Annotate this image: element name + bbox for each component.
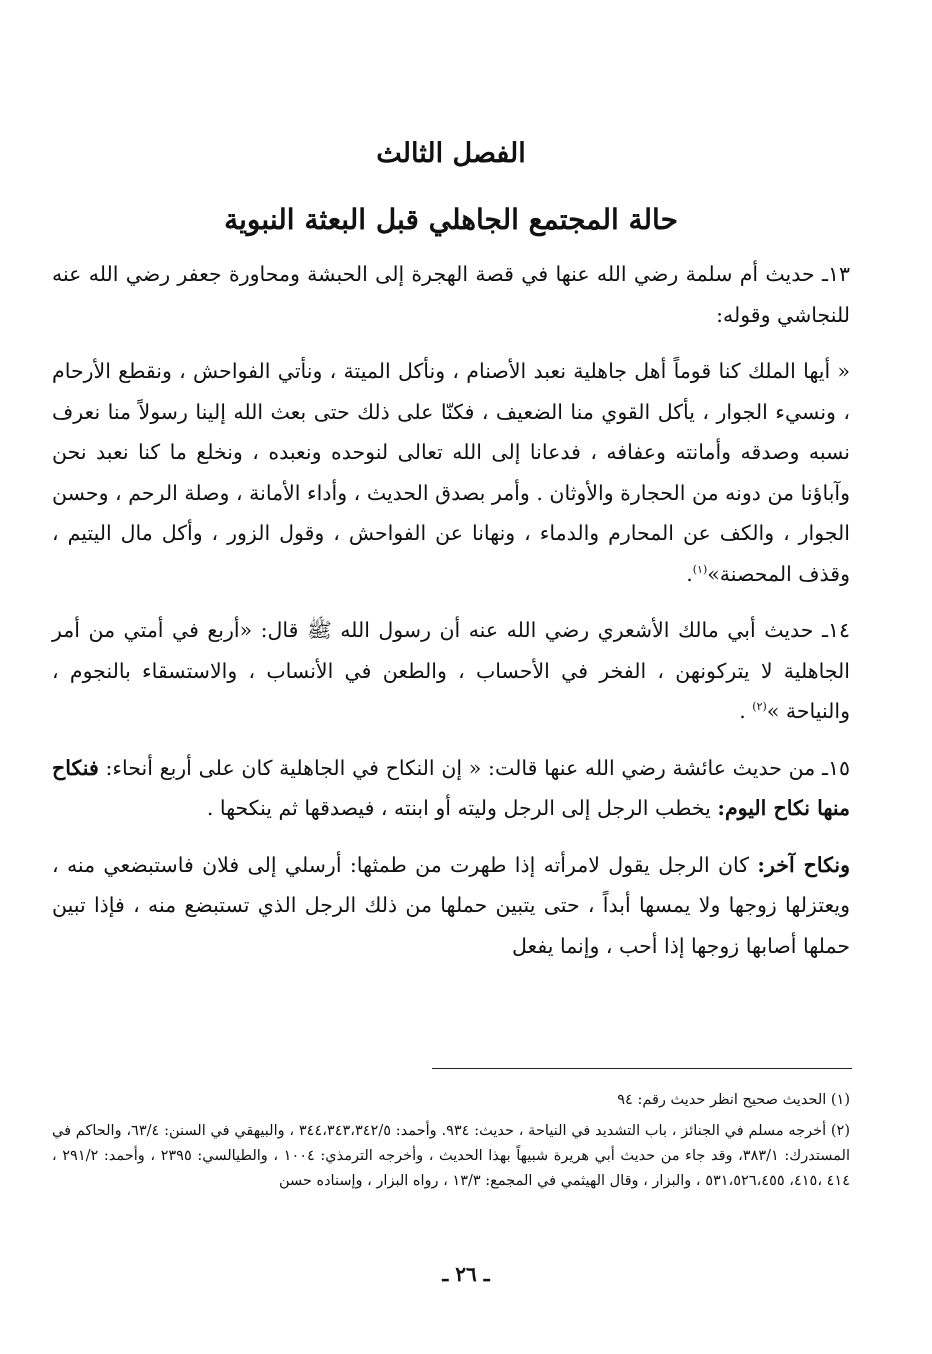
document-body	[52, 128, 850, 982]
hadith-15-end: يخطب الرجل إلى الرجل وليته أو ابنته ، فيصدقها ثم ينكحها .	[206, 796, 711, 820]
footnote-ref-1: (١)	[692, 562, 708, 576]
hadith-14-text: ١٤ـ حديث أبي مالك الأشعري رضي الله عنه أن رسول الله ﷺ قال: «أربع في أمتي من أمر الجاهلية لا يتركونهن ، الفخر في الأحساب ، والطعن في الأنساب ، والاستسقاء بالنجوم ، والنياحة »	[52, 618, 850, 723]
hadith-13-quote-text: « أيها الملك كنا قوماً أهل جاهلية نعبد الأصنام ، ونأكل الميتة ، ونأتي الفواحش ، ونقطع الأرحام ، ونسيء الجوار ، يأكل القوي منا الضعيف ، فكنّا على ذلك حتى بعث الله إلينا رسولاً منا نعرف نسبه وصدقه وأمانته وعفافه ، فدعانا إلى الله تعالى لنوحده ونعبده ، ونخلع ما كنا نعبد نحن وآباؤنا من دونه من الحجارة والأوثان . وأمر بصدق الحديث ، وأداء الأمانة ، وصلة الرحم ، وحسن الجوار ، والكف عن المحارم والدماء ، ونهانا عن الفواحش ، وقول الزور ، وأكل مال اليتيم ، وقذف المحصنة»	[52, 359, 851, 586]
footnote-divider	[432, 1068, 852, 1069]
hadith-15-continued	[52, 845, 850, 967]
chapter-title: الفصل الثالث	[376, 138, 526, 169]
hadith-15-continued-bold: ونكاح آخر:	[757, 852, 850, 877]
footnote-ref-2: (٢)	[752, 700, 767, 714]
footnotes	[52, 1088, 850, 1200]
footnote-2: (٢) أخرجه مسلم في الجنائز ، باب التشديد في النياحة ، حديث: ٩٣٤. وأحمد: ٣٤٤،٣٤٣،٣٤٢/٥ ، والبيهقي في السنن: ٦٣/٤، والحاكم في المستدرك: ٣٨٣/١، وقد جاء من حديث أبي هريرة شبيهاً بهذا الحديث ، وأخرجه الترمذي: ١٠٠٤ ، والطيالسي: ٢٣٩٥ ، وأحمد: ٢٩١/٢ ، ٤١٤ ،٤١٥، ٥٣١،٥٢٦،٤٥٥ ، والبزار ، وقال الهيثمي في المجمع: ١٣/٣ ، رواه البزار ، وإسناده حسن	[52, 1123, 851, 1189]
page-number: ـ ٢٦ ـ	[442, 1262, 490, 1286]
hadith-15	[52, 748, 850, 829]
hadith-13-intro-text: ١٣ـ حديث أم سلمة رضي الله عنها في قصة الهجرة إلى الحبشة ومحاورة جعفر رضي الله عنه للنجاشي وقوله:	[52, 262, 850, 327]
section-title: حالة المجتمع الجاهلي قبل البعثة النبوية	[224, 203, 678, 236]
footnote-1: (١) الحديث صحيح انظر حديث رقم: ٩٤	[617, 1092, 850, 1108]
hadith-13-intro	[52, 254, 850, 335]
hadith-15-continued-text: كان الرجل يقول لامرأته إذا طهرت من طمثها: أرسلي إلى فلان فاستبضعي منه ، ويعتزلها زوجها ولا يمسها أبداً ، حتى يتبين حملها من ذلك الرجل الذي تستبضع منه ، فإذا تبين حملها أصابها زوجها إذا أحب ، وإنما يفعل	[52, 852, 850, 958]
hadith-13-quote	[52, 351, 850, 594]
hadith-13-end: .	[686, 561, 693, 586]
hadith-14	[52, 610, 850, 732]
hadith-15-bold: فنكاح منها نكاح اليوم:	[52, 755, 850, 820]
hadith-15-start: ١٥ـ من حديث عائشة رضي الله عنها قالت: « إن النكاح في الجاهلية كان على أربع أنحاء:	[105, 755, 850, 780]
hadith-14-end: .	[739, 699, 746, 723]
